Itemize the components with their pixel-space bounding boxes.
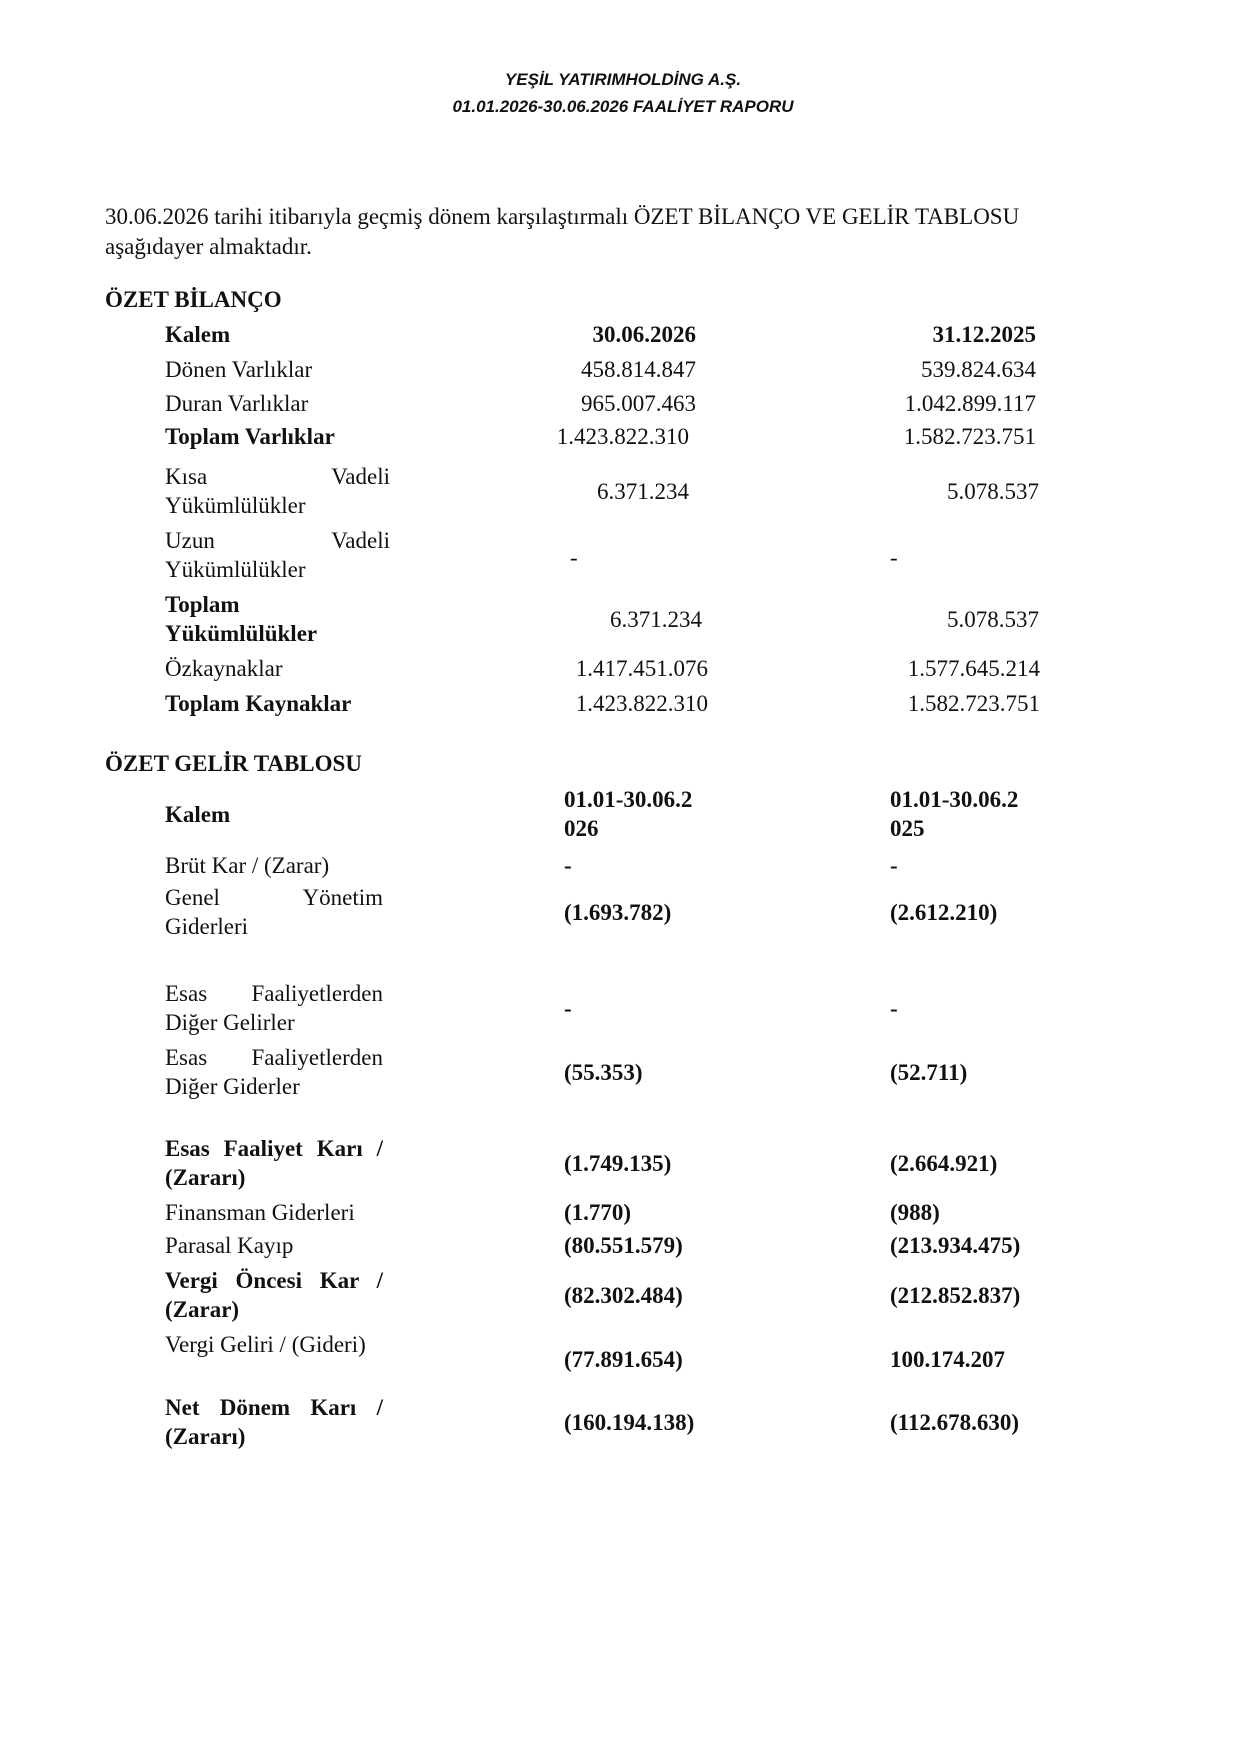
report-title: 01.01.2026-30.06.2026 FAALİYET RAPORU [452, 97, 794, 116]
row-value-2: - [890, 545, 898, 570]
row-label: Uzun Vadeli Yükümlülükler [165, 528, 390, 582]
row-value-1: - [564, 853, 572, 878]
row-value-2: 1.582.723.751 [907, 691, 1040, 716]
row-value-2: 1.582.723.751 [903, 424, 1036, 449]
row-value-1: 6.371.234 [610, 607, 702, 632]
row-label: Vergi Geliri / (Gideri) [165, 1332, 366, 1357]
row-label: Toplam Yükümlülükler [165, 592, 318, 646]
row-value-2: (2.664.921) [890, 1151, 998, 1176]
row-label: Finansman Giderleri [165, 1200, 355, 1225]
row-value-1: (1.749.135) [564, 1151, 672, 1176]
row-label: Esas Faaliyet Karı / (Zararı) [165, 1136, 383, 1190]
row-label: Parasal Kayıp [165, 1233, 294, 1258]
row-value-1: (82.302.484) [564, 1283, 683, 1308]
balance-col-label: Kalem [165, 322, 231, 347]
row-label: Toplam Varlıklar [165, 424, 335, 449]
row-value-2: 5.078.537 [947, 607, 1039, 632]
row-value-1: - [570, 545, 578, 570]
company-name: YEŞİL YATIRIMHOLDİNG A.Ş. [504, 70, 742, 89]
row-label: Kısa Vadeli Yükümlülükler [165, 464, 390, 518]
row-value-1: 965.007.463 [581, 391, 696, 416]
row-value-1: (1.693.782) [564, 900, 672, 925]
row-value-2: (213.934.475) [890, 1233, 1021, 1258]
row-value-1: 1.417.451.076 [575, 656, 708, 681]
row-value-2: (52.711) [890, 1060, 968, 1085]
row-value-1: 458.814.847 [581, 357, 696, 382]
row-value-2: - [890, 853, 898, 878]
row-value-2: (112.678.630) [890, 1410, 1020, 1435]
row-value-1: 1.423.822.310 [556, 424, 689, 449]
income-col-2: 01.01-30.06.2025 [890, 787, 1019, 841]
row-value-1: (1.770) [564, 1200, 632, 1225]
row-label: Esas Faaliyetlerden Diğer Gelirler [165, 981, 383, 1035]
row-label: Dönen Varlıklar [165, 357, 313, 382]
row-label: Toplam Kaynaklar [165, 691, 352, 716]
row-value-1: (55.353) [564, 1060, 643, 1085]
balance-title: ÖZET BİLANÇO [105, 287, 282, 312]
row-label: Genel Yönetim Giderleri [165, 885, 383, 939]
balance-col-1: 30.06.2026 [592, 322, 696, 347]
row-value-2: 1.042.899.117 [904, 391, 1036, 416]
row-label: Net Dönem Karı / (Zararı) [165, 1395, 383, 1449]
income-col-label: Kalem [165, 802, 231, 827]
row-label: Esas Faaliyetlerden Diğer Giderler [165, 1045, 383, 1099]
row-value-2: (212.852.837) [890, 1283, 1021, 1308]
income-col-1: 01.01-30.06.2026 [564, 787, 693, 841]
balance-col-2: 31.12.2025 [932, 322, 1036, 347]
row-value-2: 100.174.207 [890, 1347, 1005, 1372]
row-value-1: (80.551.579) [564, 1233, 683, 1258]
row-value-1: 1.423.822.310 [575, 691, 708, 716]
intro-line-1: 30.06.2026 tarihi itibarıyla geçmiş dönem karşılaştırmalı ÖZET BİLANÇO VE GELİR TABLOSU [105, 204, 1020, 229]
row-value-2: - [890, 996, 898, 1021]
row-value-2: 539.824.634 [921, 357, 1036, 382]
row-label: Vergi Öncesi Kar / (Zarar) [165, 1268, 383, 1322]
intro-paragraph [105, 202, 1165, 262]
row-label: Duran Varlıklar [165, 391, 309, 416]
intro-line-2: aşağıdayer almaktadır. [105, 234, 312, 259]
row-label: Brüt Kar / (Zarar) [165, 853, 330, 878]
row-value-1: - [564, 996, 572, 1021]
row-label: Özkaynaklar [165, 656, 283, 681]
row-value-1: (160.194.138) [564, 1410, 695, 1435]
income-title: ÖZET GELİR TABLOSU [105, 751, 362, 776]
row-value-2: (2.612.210) [890, 900, 998, 925]
report-header [0, 66, 1246, 120]
row-value-2: 5.078.537 [947, 479, 1039, 504]
row-value-1: (77.891.654) [564, 1347, 683, 1372]
row-value-1: 6.371.234 [597, 479, 689, 504]
row-value-2: (988) [890, 1200, 940, 1225]
row-value-2: 1.577.645.214 [907, 656, 1040, 681]
